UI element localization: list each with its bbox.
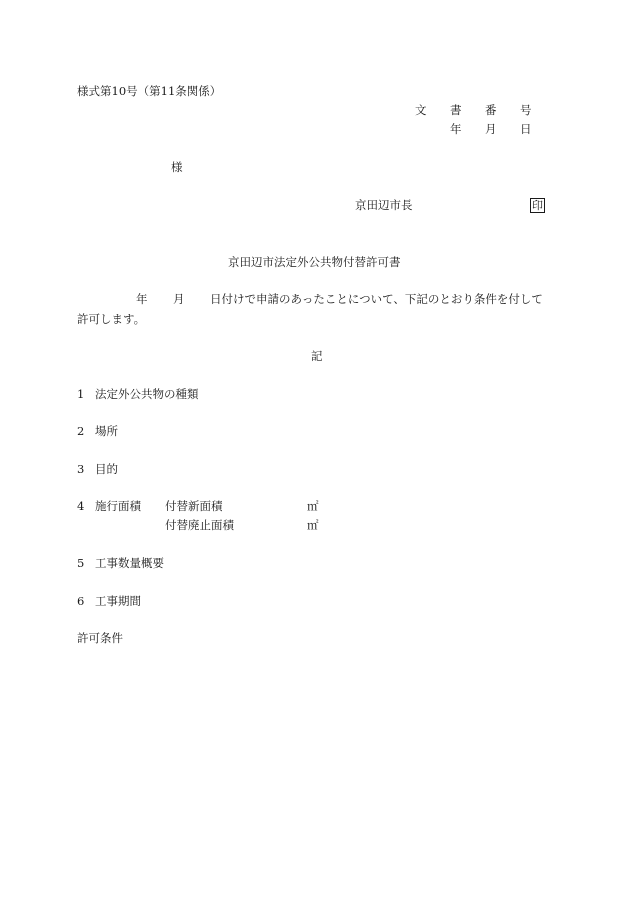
doc-number-char-4: 号 (520, 103, 532, 117)
body-month: 月 (173, 292, 185, 306)
addressee-suffix: 様 (171, 160, 183, 174)
item-6-label: 工事期間 (95, 594, 141, 608)
body-text-line2: 許可します。 (77, 312, 146, 326)
item-1-label: 法定外公共物の種類 (95, 387, 199, 401)
ki-heading: 記 (311, 349, 323, 363)
item-4-unit-2: ㎡ (307, 518, 319, 532)
doc-number-char-2: 書 (450, 103, 462, 117)
issuer-name: 京田辺市長 (355, 198, 413, 212)
item-5-label: 工事数量概要 (95, 556, 164, 570)
item-3-number: 3 (77, 462, 85, 476)
document-title: 京田辺市法定外公共物付替許可書 (228, 255, 401, 269)
date-day: 日 (520, 122, 532, 136)
item-2-label: 場所 (95, 424, 118, 438)
body-text: 日付けで申請のあったことについて、下記のとおり条件を付して (210, 292, 543, 306)
body-year: 年 (136, 292, 148, 306)
item-2-number: 2 (77, 424, 85, 438)
date-month: 月 (485, 122, 497, 136)
item-6-number: 6 (77, 594, 85, 608)
item-5-number: 5 (77, 556, 85, 570)
item-3-label: 目的 (95, 462, 118, 476)
seal-label: 印 (532, 199, 543, 212)
conditions-label: 許可条件 (77, 631, 123, 645)
doc-number-char-1: 文 (415, 103, 427, 117)
seal-mark (530, 198, 545, 213)
item-4-unit-1: ㎡ (307, 499, 319, 513)
item-1-number: 1 (77, 387, 85, 401)
form-number: 様式第10号（第11条関係） (77, 84, 222, 98)
item-4-sub-new-area: 付替新面積 (165, 499, 223, 513)
doc-number-char-3: 番 (485, 103, 497, 117)
item-4-number: 4 (77, 499, 85, 513)
date-year: 年 (450, 122, 462, 136)
item-4-label: 施行面積 (95, 499, 141, 513)
item-4-sub-abolished-area: 付替廃止面積 (165, 518, 234, 532)
